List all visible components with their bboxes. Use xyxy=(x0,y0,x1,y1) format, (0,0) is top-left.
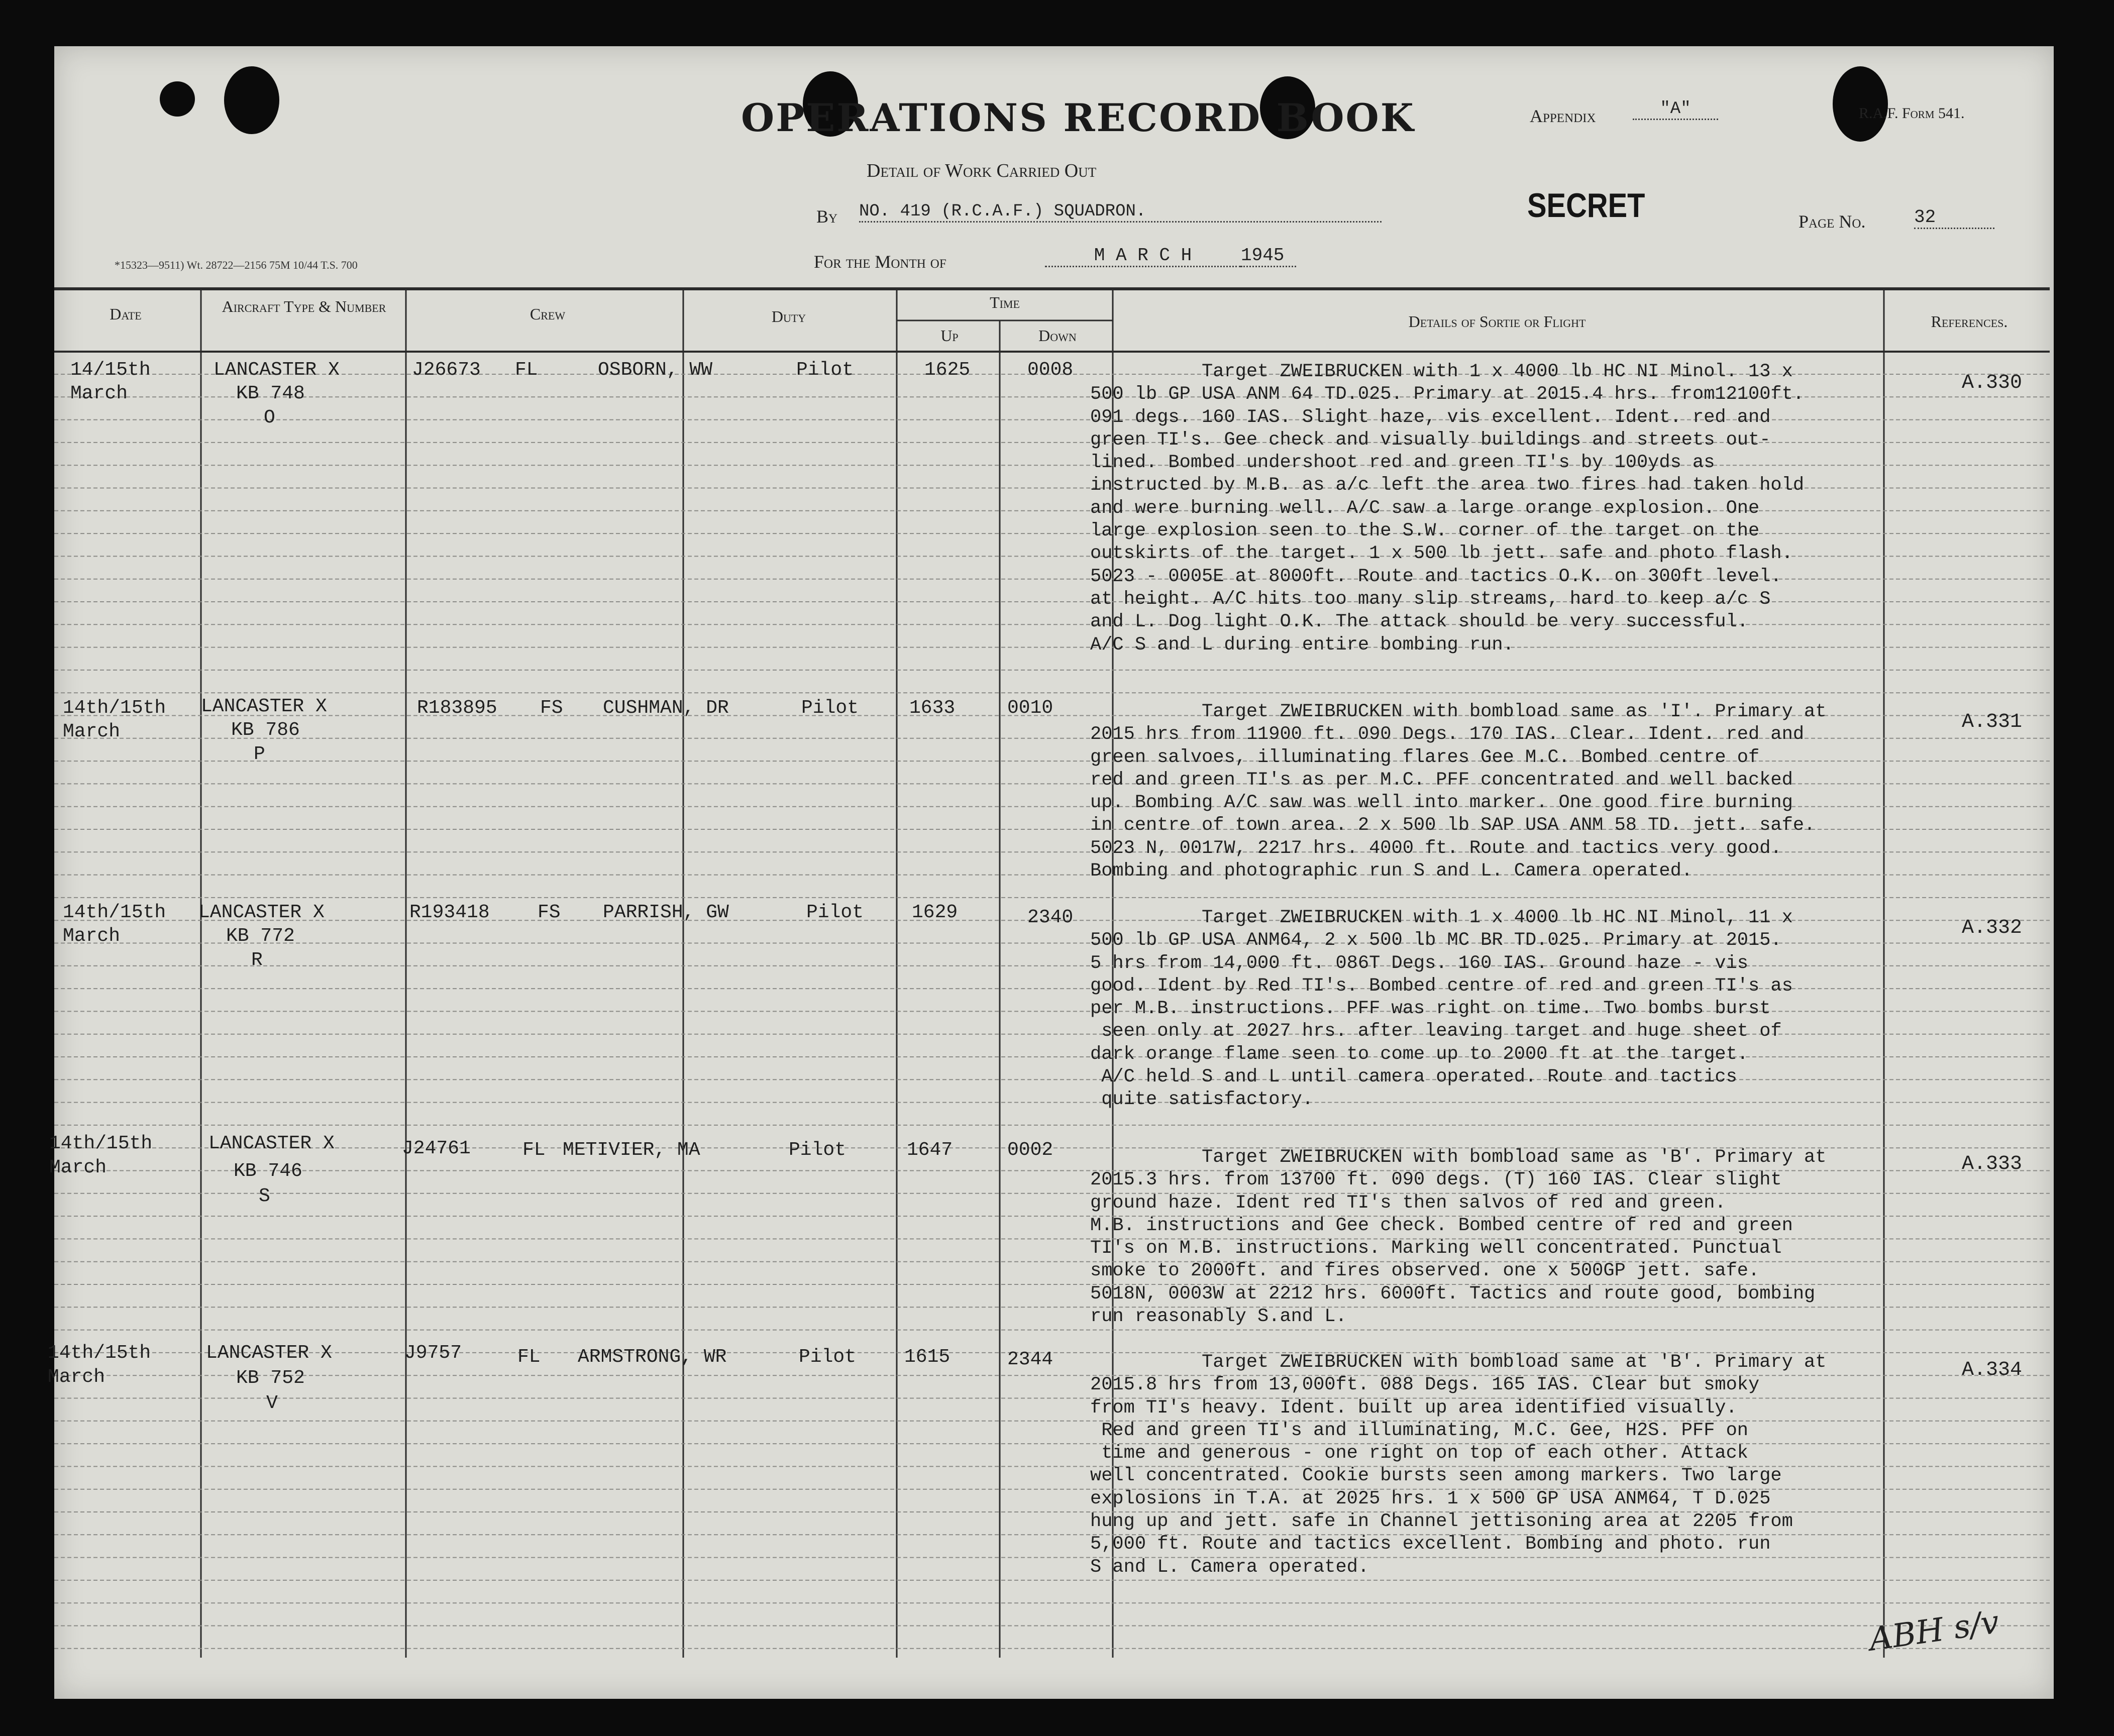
sortie-details: Target ZWEIBRUCKEN with bombload same at 'B'. Primary at 2015.8 hrs from 13,000ft. 088 Degs. 165 IAS. Clear but smoky from TI's heavy. Ident. built up area identified visually. Red and green TI's and illuminating, M.C. Gee, H2S. PFF on time and generous - one right on top of each other. Attack well concentrated. Cookie bursts seen among markers. Two large explosions in T.A. at 2025 hrs. 1 x 500 GP USA ANM64, T D.025 hung up and jett. safe in Channel jettisoning area at 2205 from 5,000 ft. Route and tactics excellent. Bombing and photo. run S and L. Camera operated. xyxy=(1090,1352,1827,1578)
squadron: NO. 419 (R.C.A.F.) SQUADRON. xyxy=(859,202,1382,223)
aircraft-letter: R xyxy=(251,949,263,971)
binder-hole xyxy=(224,66,279,134)
page-number: 32 xyxy=(1914,207,1994,229)
year: 1945 xyxy=(1241,245,1296,267)
crew-name: CUSHMAN, DR xyxy=(603,697,729,719)
aircraft-type: LANCASTER X xyxy=(208,1133,335,1154)
aircraft-letter: O xyxy=(264,407,275,428)
secret-stamp: SECRET xyxy=(1527,186,1645,225)
month: M A R C H xyxy=(1045,245,1241,267)
month-label: For the Month of xyxy=(814,252,946,272)
col-references: References. xyxy=(1931,312,2008,331)
crew-rank: FS xyxy=(538,902,561,923)
crew-rank: FL xyxy=(515,359,538,381)
reference: A.332 xyxy=(1962,917,2023,939)
crew-service-no: R183895 xyxy=(417,697,497,719)
sortie-details: Target ZWEIBRUCKEN with 1 x 4000 lb HC NI Minol. 13 x 500 lb GP USA ANM 64 TD.025. Primary at 2015.4 hrs. from12100ft. 091 degs. 160 IAS. Slight haze, vis excellent. Ident. red and green TI's. Gee check and visually buildings and streets out- lined. Bombed undershoot red and green TI's by 100yds as instructed by M.B. as a/c left the area two fires had taken hold and were burning well. A/C saw a large orange explosion. One large explosion seen to the S.W. corner of the target on the outskirts of the target. 1 x 500 lb jett. safe and photo flash. 5023 - 0005E at 8000ft. Route and tactics O.K. on 300ft level. at height. A/C hits too many slip streams, hard to keep a/c S and L. Dog light O.K. The attack should be very successful. A/C S and L during entire bombing run. xyxy=(1090,361,1805,656)
crew-service-no: J26673 xyxy=(412,359,481,381)
aircraft-letter: P xyxy=(254,743,265,765)
record-date-month: March xyxy=(48,1366,105,1388)
aircraft-letter: V xyxy=(266,1392,278,1414)
aircraft-letter: S xyxy=(259,1185,270,1207)
crew-name: OSBORN, WW xyxy=(598,359,713,381)
form-number: R.A.F. Form 541. xyxy=(1859,105,1965,122)
sortie-details: Target ZWEIBRUCKEN with bombload same as 'I'. Primary at 2015 hrs from 11900 ft. 090 Degs. 170 IAS. Clear. Ident. red and green salvoes, illuminating flares Gee M.C. Bombed centre of red and green TI's as per M.C. PFF concentrated and well backed up. Bombing A/C saw was well into marker. One good fire burning in centre of town area. 2 x 500 lb SAP USA ANM 58 TD. jett. safe. 5023 N, 0017W, 2217 hrs. 4000 ft. Route and tactics very good. Bombing and photographic run S and L. Camera operated. xyxy=(1090,701,1827,882)
time-down: 0010 xyxy=(1007,697,1053,719)
aircraft-number: KB 748 xyxy=(236,383,305,404)
binder-hole xyxy=(160,81,195,117)
crew-name: METIVIER, MA xyxy=(563,1139,700,1161)
subtitle: Detail of Work Carried Out xyxy=(867,160,1097,181)
reference: A.330 xyxy=(1962,372,2023,394)
time-up: 1615 xyxy=(904,1346,950,1368)
record-date: 14th/15th xyxy=(48,1342,151,1364)
aircraft-type: LANCASTER X xyxy=(214,359,340,381)
crew-rank: FL xyxy=(522,1139,546,1161)
record-date: 14/15th xyxy=(70,359,151,381)
crew-service-no: R193418 xyxy=(409,902,490,923)
aircraft-number: KB 746 xyxy=(234,1160,302,1182)
signature: ABH s/v xyxy=(1867,1603,2001,1659)
sortie-details: Target ZWEIBRUCKEN with 1 x 4000 lb HC NI Minol, 11 x 500 lb GP USA ANM64, 2 x 500 lb MC BR TD.025. Primary at 2015. 5 hrs from 14,000 ft. 086T Degs. 160 IAS. Ground haze - vis good. Ident by Red TI's. Bombed centre of red and green TI's as per M.B. instructions. PFF was right on time. Two bombs burst seen only at 2027 hrs. after leaving target and huge sheet of dark orange flame seen to come up to 2000 ft at the target. A/C held S and L until camera operated. Route and tactics quite satisfactory. xyxy=(1090,907,1793,1111)
time-up: 1633 xyxy=(909,697,956,719)
aircraft-number: KB 772 xyxy=(226,925,295,947)
reference: A.334 xyxy=(1962,1359,2023,1381)
col-duty: Duty xyxy=(771,307,806,325)
record-date: 14th/15th xyxy=(49,1133,153,1154)
aircraft-number: KB 752 xyxy=(236,1367,305,1389)
reference: A.331 xyxy=(1962,711,2023,733)
time-down: 0008 xyxy=(1027,359,1074,381)
crew-rank: FS xyxy=(540,697,563,719)
time-up: 1647 xyxy=(907,1139,953,1161)
crew-duty: Pilot xyxy=(796,359,854,381)
col-details: Details of Sortie or Flight xyxy=(1408,312,1586,331)
record-date: 14th/15th xyxy=(63,697,166,719)
by-label: By xyxy=(816,206,838,227)
page-label: Page No. xyxy=(1799,211,1866,232)
form-title: OPERATIONS RECORD BOOK xyxy=(741,95,1415,140)
record-date-month: March xyxy=(70,383,128,404)
time-up: 1629 xyxy=(912,902,958,923)
aircraft-type: LANCASTER X xyxy=(201,696,327,717)
appendix-label: Appendix xyxy=(1530,106,1596,126)
crew-duty: Pilot xyxy=(801,697,859,719)
reference: A.333 xyxy=(1962,1153,2023,1175)
crew-service-no: J24761 xyxy=(402,1138,471,1159)
col-crew: Crew xyxy=(530,305,566,323)
crew-duty: Pilot xyxy=(806,902,864,923)
crew-duty: Pilot xyxy=(799,1346,857,1368)
aircraft-number: KB 786 xyxy=(231,719,300,741)
col-date: Date xyxy=(110,305,142,323)
col-up: Up xyxy=(940,327,959,345)
crew-name: ARMSTRONG, WR xyxy=(578,1346,727,1368)
printer-code: *15323—9511) Wt. 28722—2156 75M 10/44 T.S. 700 xyxy=(115,259,358,271)
appendix-value: "A" xyxy=(1633,99,1718,120)
time-down: 2340 xyxy=(1027,907,1074,928)
col-down: Down xyxy=(1038,327,1077,345)
time-down: 2344 xyxy=(1007,1349,1053,1370)
crew-service-no: J9757 xyxy=(404,1342,462,1364)
aircraft-type: LANCASTER X xyxy=(198,902,325,923)
crew-duty: Pilot xyxy=(789,1139,847,1161)
record-date: 14th/15th xyxy=(63,902,166,923)
time-down: 0002 xyxy=(1007,1139,1053,1161)
sortie-details: Target ZWEIBRUCKEN with bombload same as 'B'. Primary at 2015.3 hrs. from 13700 ft. 090 degs. (T) 160 IAS. Clear slight ground haze. Ident red TI's then salvos of red and green. M.B. instructions and Gee check. Bombed centre of red and green TI's on M.B. instructions. Marking well concentrated. Punctual smoke to 2000ft. and fires observed. one x 500GP jett. safe. 5018N, 0003W at 2212 hrs. 6000ft. Tactics and route good, bombing run reasonably S.and L. xyxy=(1090,1147,1827,1328)
col-aircraft: Aircraft Type & Number xyxy=(222,297,386,315)
aircraft-type: LANCASTER X xyxy=(206,1342,332,1364)
crew-name: PARRISH, GW xyxy=(603,902,729,923)
col-time: Time xyxy=(990,293,1020,311)
record-date-month: March xyxy=(49,1157,107,1178)
time-up: 1625 xyxy=(924,359,971,381)
crew-rank: FL xyxy=(517,1346,541,1368)
record-date-month: March xyxy=(63,925,121,947)
record-date-month: March xyxy=(63,721,121,742)
